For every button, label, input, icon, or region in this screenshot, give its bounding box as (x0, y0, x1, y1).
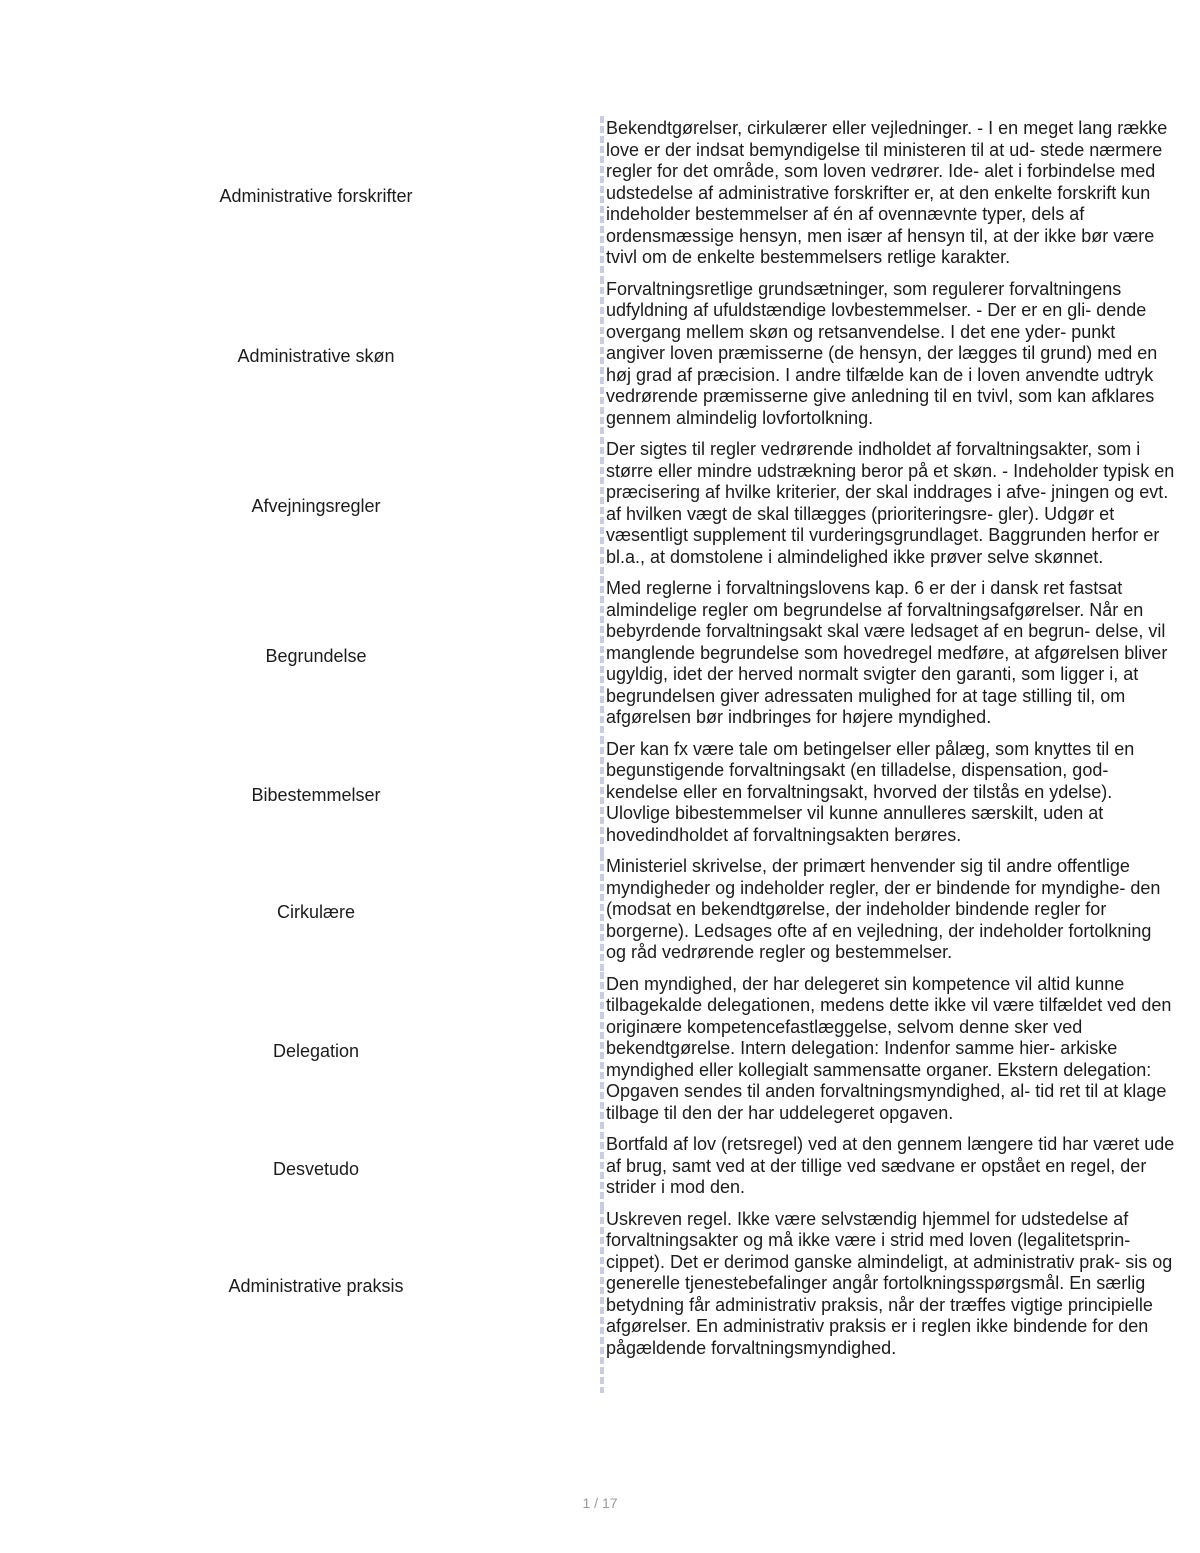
glossary-definition (600, 576, 1175, 737)
glossary-table (0, 116, 1200, 1393)
glossary-term: Begrundelse (265, 645, 367, 666)
glossary-row (0, 277, 1200, 438)
glossary-term: Administrative forskrifter (219, 185, 413, 206)
glossary-term: Afvejningsregler (251, 495, 381, 516)
glossary-definition (600, 277, 1175, 438)
glossary-row (0, 437, 1200, 576)
page-counter: 1 / 17 (582, 1495, 618, 1511)
definition-text: Uskreven regel. Ikke være selvstændig hjemmel for udstedelse af forvaltningsakter og må ikke være i strid med loven (legalitetsprin- cippet). Det er derimod ganske almindeligt, at administrativ prak- sis og generelle tjenestebefalinger angår fortolkningsspørgsmål. En særlig betydning får administrativ praksis, når der træffes vigtige principielle afgørelser. En administrativ praksis er i reglen ikke bindende for den pågældende forvaltningsmyndighed. (606, 1208, 1173, 1358)
glossary-definition (600, 972, 1175, 1133)
definition-text: Med reglerne i forvaltningslovens kap. 6 er der i dansk ret fastsat almindelige regler om begrundelse af forvaltningsafgørelser. Når en bebyrdende forvaltningsakt skal være ledsaget af en begrun- delse, vil manglende begrundelse som hovedregel medføre, at afgørelsen bliver ugyldig, idet der herved normalt svigter den garanti, som ligger i, at begrundelsen giver adressaten mulighed for at tage stilling til, om afgørelsen bør indbringes for højere myndighed. (606, 578, 1168, 727)
glossary-term: Desvetudo (272, 1158, 360, 1179)
glossary-row (0, 576, 1200, 737)
definition-text: Bekendtgørelser, cirkulærer eller vejledninger. - I en meget lang række love er der indsat bemyndigelse til ministeren til at ud- stede nærmere regler for det område, som loven vedrører. Ide- alet i forbindelse med udstedelse af administrative forskrifter er, at den enkelte forskrift kun indeholder bestemmelser af én af ovennævnte typer, dels af ordensmæssige hensyn, men især af hensyn til, at der ikke bør være tvivl om de enkelte bestemmelsers retlige karakter. (606, 118, 1168, 267)
definition-text: Ministeriel skrivelse, der primært henvender sig til andre offentlige myndigheder og indeholder regler, der er bindende for myndighe- den (modsat en bekendtgørelse, der indeholder bindende regler for borgerne). Ledsages ofte af en vejledning, der indeholder fortolkning og råd vedrørende regler og bestemmelser. (606, 856, 1161, 962)
glossary-definition (600, 1132, 1175, 1207)
glossary-term: Bibestemmelser (251, 784, 381, 805)
glossary-term: Administrative praksis (228, 1276, 404, 1296)
glossary-definition (600, 737, 1175, 855)
glossary-row (0, 1207, 1200, 1368)
definition-text: Der sigtes til regler vedrørende indholdet af forvaltningsakter, som i større eller mindre udstrækning beror på et skøn. - Indeholder typisk en præcisering af hvilke kriterier, der skal inddrages i afve- jningen og evt. af hvilken vægt de skal tillægges (prioriteringsre- gler). Udgør et væsentligt supplement til vurderingsgrundlaget. Baggrunden herfor er bl.a., at domstolene i almindelighed ikke prøver selve skønnet. (606, 439, 1175, 567)
definition-text: Forvaltningsretlige grundsætninger, som regulerer forvaltningens udfyldning af ufuldstændige lovbestemmelser. - Der er en gli- dende overgang mellem skøn og retsanvendelse. I det ene yder- punkt angiver loven præmisserne (de hensyn, der lægges til grund) med en høj grad af præcision. I andre tilfælde kan de i loven anvendte udtryk vedrørende præmisserne give anledning til en tvivl, som kan afklares gennem almindelig lovfortolkning. (606, 278, 1158, 428)
glossary-definition (600, 854, 1175, 972)
glossary-row (0, 1132, 1200, 1207)
glossary-term: Cirkulære (276, 902, 355, 922)
glossary-row (0, 737, 1200, 855)
definition-text: Der kan fx være tale om betingelser eller pålæg, som knyttes til en begunstigende forvaltningsakt (en tilladelse, dispensation, god- kendelse eller en forvaltningsakt, hvorved der tilstås en ydelse). Ulovlige bibestemmelser vil kunne annulleres særskilt, uden at hovedindholdet af forvaltningsakten berøres. (606, 738, 1135, 845)
glossary-term: Delegation (272, 1041, 360, 1061)
glossary-row (0, 854, 1200, 972)
glossary-definition (600, 1207, 1175, 1368)
definition-text: Bortfald af lov (retsregel) ved at den gennem længere tid har været ude af brug, samt ved at der tillige ved sædvane er opstået en regel, der strider i mod den. (606, 1134, 1175, 1197)
glossary-term: Administrative skøn (237, 346, 395, 366)
glossary-row (0, 972, 1200, 1133)
glossary-row (0, 116, 1200, 277)
glossary-definition (600, 116, 1175, 277)
glossary-definition (600, 437, 1175, 576)
definition-text: Den myndighed, der har delegeret sin kompetence vil altid kunne tilbagekalde delegationen, medens dette ikke vil være tilfældet ved den originære kompetencefastlæggelse, selvom denne sker ved bekendtgørelse. Intern delegation: Indenfor samme hier- arkiske myndighed eller kollegialt sammensatte organer. Ekstern delegation: Opgaven sendes til anden forvaltningsmyndighed, al- tid ret til at klage tilbage til den der har uddelegeret opgaven. (606, 973, 1172, 1123)
column-divider-tail (600, 1367, 604, 1393)
